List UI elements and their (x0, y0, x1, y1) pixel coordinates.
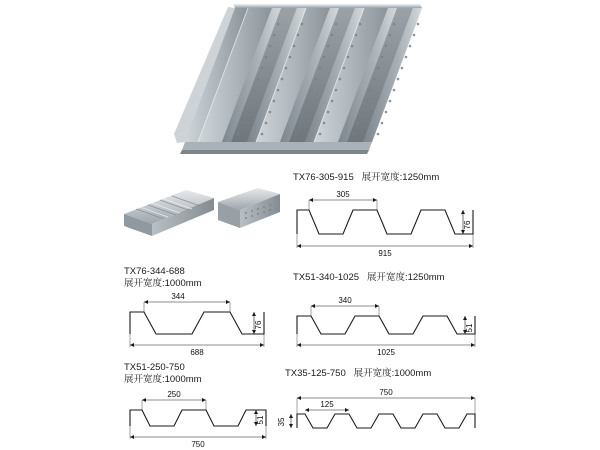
dim-pitch: 340 (338, 296, 352, 305)
secondary-deck-photo (118, 180, 278, 252)
drawing-tx76-344-688 (118, 290, 278, 356)
caption-tx51-250-750 (124, 362, 202, 386)
width-label: 展开宽度:1000mm (353, 368, 432, 379)
model-label: TX76-344-688 (124, 266, 185, 277)
model-label: TX76-305-915 (293, 172, 354, 183)
caption-tx51-340-1025 (293, 272, 445, 284)
caption-tx76-344-688 (124, 266, 202, 290)
width-label: 展开宽度:1250mm (361, 172, 440, 183)
dim-height: 51 (256, 415, 265, 425)
width-label: 展开宽度:1250mm (366, 272, 445, 283)
model-label: TX51-250-750 (124, 362, 185, 373)
caption-tx35-125-750 (285, 368, 431, 380)
dim-pitch: 125 (320, 400, 334, 409)
dim-total: 750 (191, 440, 205, 449)
width-label: 展开宽度:1000mm (124, 374, 202, 385)
main-deck-photo (150, 2, 450, 157)
dim-height: 76 (463, 220, 472, 230)
dim-total: 1025 (377, 348, 395, 357)
width-label: 展开宽度:1000mm (124, 278, 202, 289)
drawing-tx35-125-750 (277, 384, 487, 448)
drawing-tx51-250-750 (118, 388, 278, 448)
caption-tx76-305-915 (293, 172, 439, 184)
dim-pitch: 250 (167, 390, 181, 399)
dim-height: 35 (277, 417, 286, 427)
drawing-tx51-340-1025 (287, 288, 487, 356)
dim-pitch: 305 (336, 190, 350, 199)
dim-height: 76 (254, 320, 263, 330)
model-label: TX35-125-750 (285, 368, 346, 379)
dim-total: 750 (379, 388, 393, 397)
dim-total: 915 (378, 249, 392, 258)
drawing-tx76-305-915 (287, 186, 487, 258)
dim-pitch: 344 (171, 292, 185, 301)
model-label: TX51-340-1025 (293, 272, 360, 283)
dim-height: 51 (465, 323, 474, 333)
dim-total: 688 (190, 348, 204, 357)
